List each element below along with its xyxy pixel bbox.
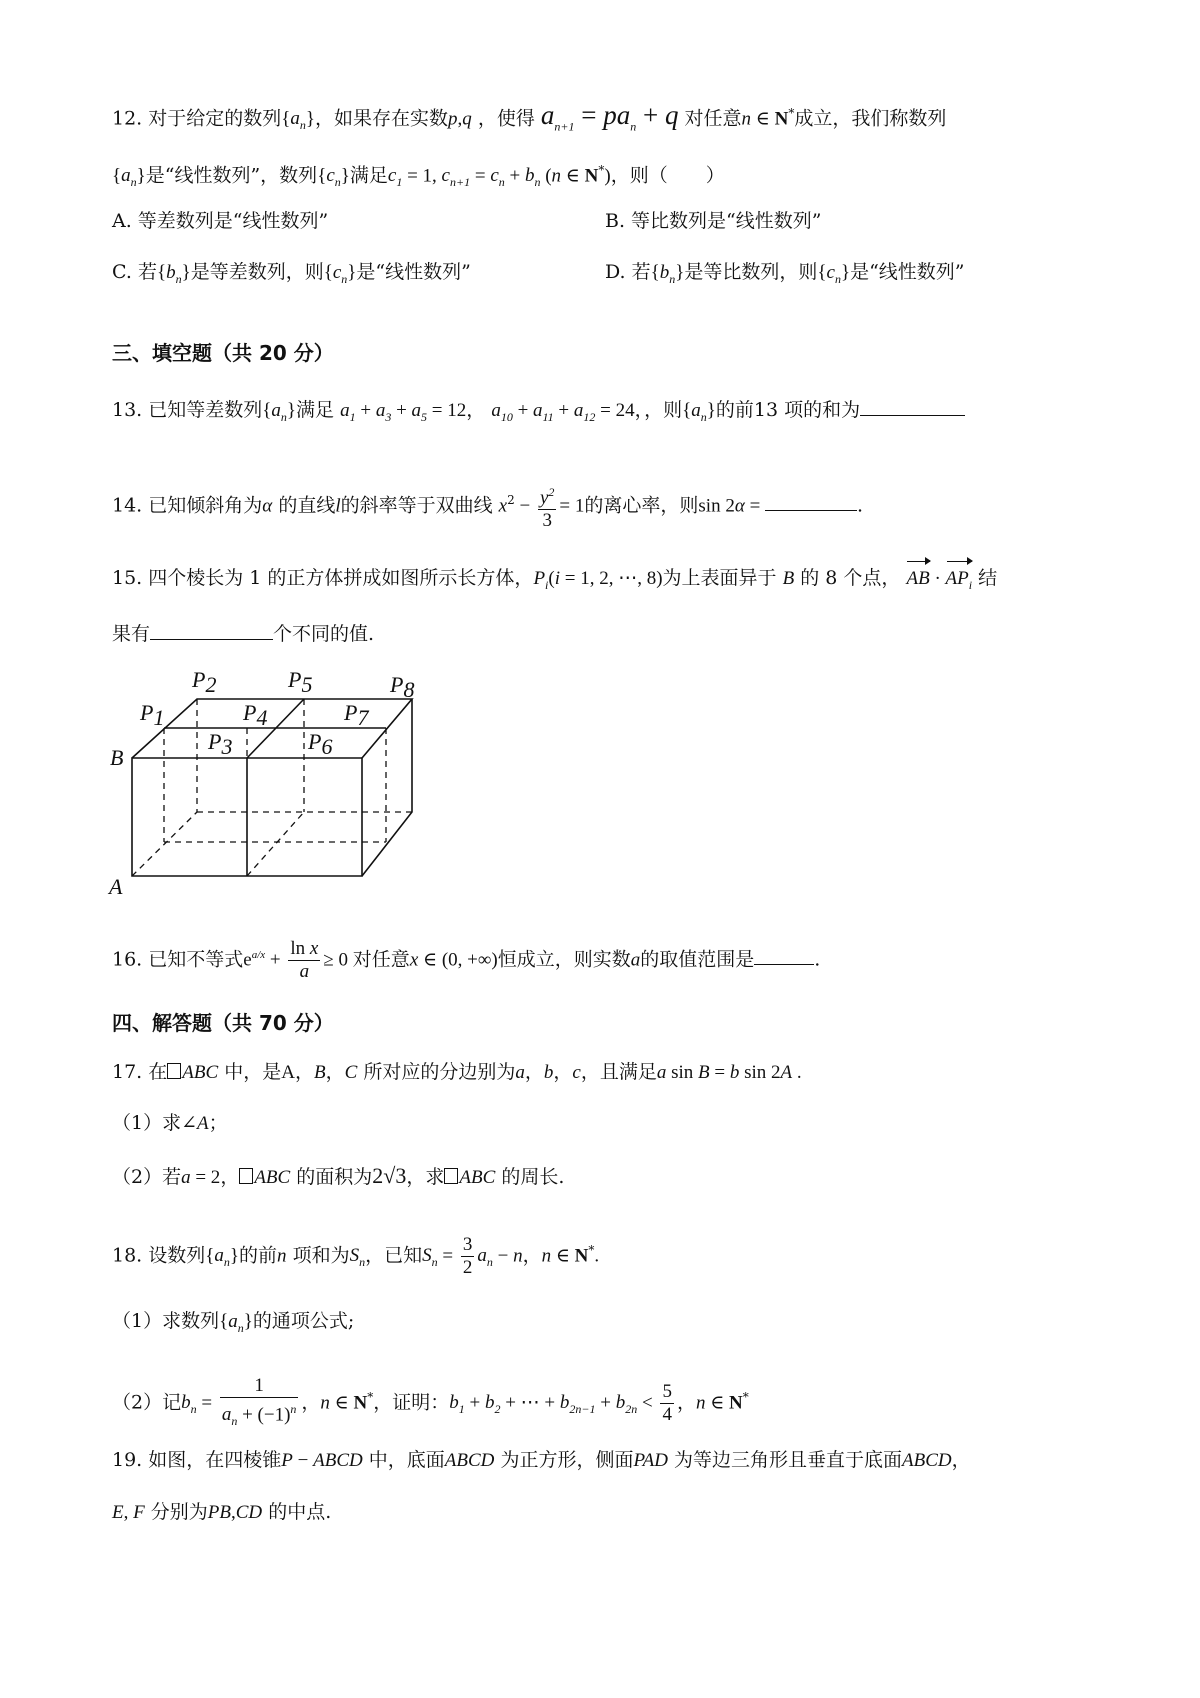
section-solutions: 四、解答题（共 70 分）: [112, 1011, 334, 1035]
label-p7: P7: [344, 700, 369, 730]
label-p5: P5: [288, 667, 313, 697]
q15-answer-blank[interactable]: [150, 621, 273, 640]
q15-line1: 15. 四个棱长为 1 的正方体拼成如图所示长方体，$P_i(i = 1$, 2, ⋯, 8)为上表面异于 B 的 8 个点， AB · $AP_i$ 结: [112, 563, 997, 600]
triangle-symbol: [239, 1168, 253, 1184]
q12-line1: 12. 对于给定的数列$\{a_n\}$，如果存在实数p,q ，使得 $a_{n+1} = pa_n + q$ 对任意n ∈ N*成立，我们称数列: [112, 100, 947, 134]
q17-part2: （2）若a = 2， ABC 的面积为2√3，求 ABC 的周长.: [112, 1163, 565, 1188]
label-p3: P3: [208, 729, 233, 759]
triangle-symbol: [167, 1063, 181, 1079]
q14-answer-blank[interactable]: [765, 492, 857, 511]
label-p8: P8: [390, 672, 415, 702]
q18-stem: 18. 设数列$\{a_n\}$的前n 项和为$S_n$，已知$S_n$ = $\frac{3}{2}$ $a_n - n$，n ∈ N*.: [112, 1233, 600, 1278]
cuboid-figure: [109, 657, 472, 899]
q12-option-a: A. 等差数列是“线性数列”: [112, 210, 329, 232]
figure-labels: [107, 667, 414, 899]
q18-part1: （1）求数列$\{a_n\}$的通项公式;: [112, 1310, 355, 1335]
q12-option-c: C. 若$\{b_n\}$是等差数列，则$\{c_n\}$是“线性数列”: [112, 261, 471, 286]
cuboid-solid-edges: [132, 699, 412, 876]
q17-part1: （1）求∠A；: [112, 1112, 228, 1134]
label-b: B: [110, 745, 124, 770]
q12-line2: $\{a_n\}$是“线性数列”，数列$\{c_n\}$满足$c_1 = 1$, $c_{n+1} = c_n + b_n$ (n ∈ N*)，则（ ）: [112, 163, 725, 190]
q19-line2: E, F 分别为PB,CD 的中点.: [112, 1501, 332, 1523]
label-a: A: [109, 874, 123, 899]
q14: 14. 已知倾斜角为α 的直线l的斜率等于双曲线 $x^2$ − $\frac{y^2}{3}$ = 1的离心率，则sin 2α = .: [112, 470, 863, 536]
q15-line2: 果有 个不同的值.: [112, 623, 375, 645]
q19-line1: 19. 如图，在四棱锥P − ABCD 中，底面ABCD 为正方形，侧面PAD 为等边三角形且垂直于底面ABCD，: [112, 1449, 971, 1471]
section-fill-in: 三、填空题（共 20 分）: [112, 341, 334, 365]
label-p2: P2: [192, 667, 217, 697]
label-p1: P1: [140, 700, 165, 730]
q12-option-b: B. 等比数列是“线性数列”: [605, 210, 822, 232]
cuboid-hidden-edges: [132, 699, 412, 876]
q17-stem: 17. 在 ABC 中，是A，B，C 所对应的分边别为a，b，c，且满足a sin B = b sin 2A .: [112, 1061, 802, 1083]
label-p6: P6: [308, 729, 333, 759]
label-p4: P4: [243, 700, 268, 730]
triangle-symbol: [444, 1168, 458, 1184]
q13-answer-blank[interactable]: [860, 397, 965, 416]
q12-option-d: D. 若$\{b_n\}$是等比数列，则$\{c_n\}$是“线性数列”: [605, 261, 965, 286]
q18-part2: （2）记$b_n$ = $\frac{1}{a_n + (-1)^n}$ ，n ∈ N*，证明：$b_1 + b_2$ + ⋯ + $b_{2n-1} + b_{2n}$ < $\frac{5}{4}$ ，n ∈ N*: [112, 1374, 749, 1428]
q16-answer-blank[interactable]: [754, 946, 814, 965]
q13: 13. 已知等差数列$\{a_n\}$满足 $a_1 + a_3 + a_5 = 12$， $a_{10} + a_{11} + a_{12} = 24$，，则$\{a_n\}$的前13 项的和为: [112, 395, 965, 432]
q16: 16. 已知不等式$e^{a/x}$ + $\frac{\text{ln x}}{a}$ ≥ 0 对任意x ∈ (0, +∞)恒成立，则实数a的取值范围是 .: [112, 937, 821, 982]
